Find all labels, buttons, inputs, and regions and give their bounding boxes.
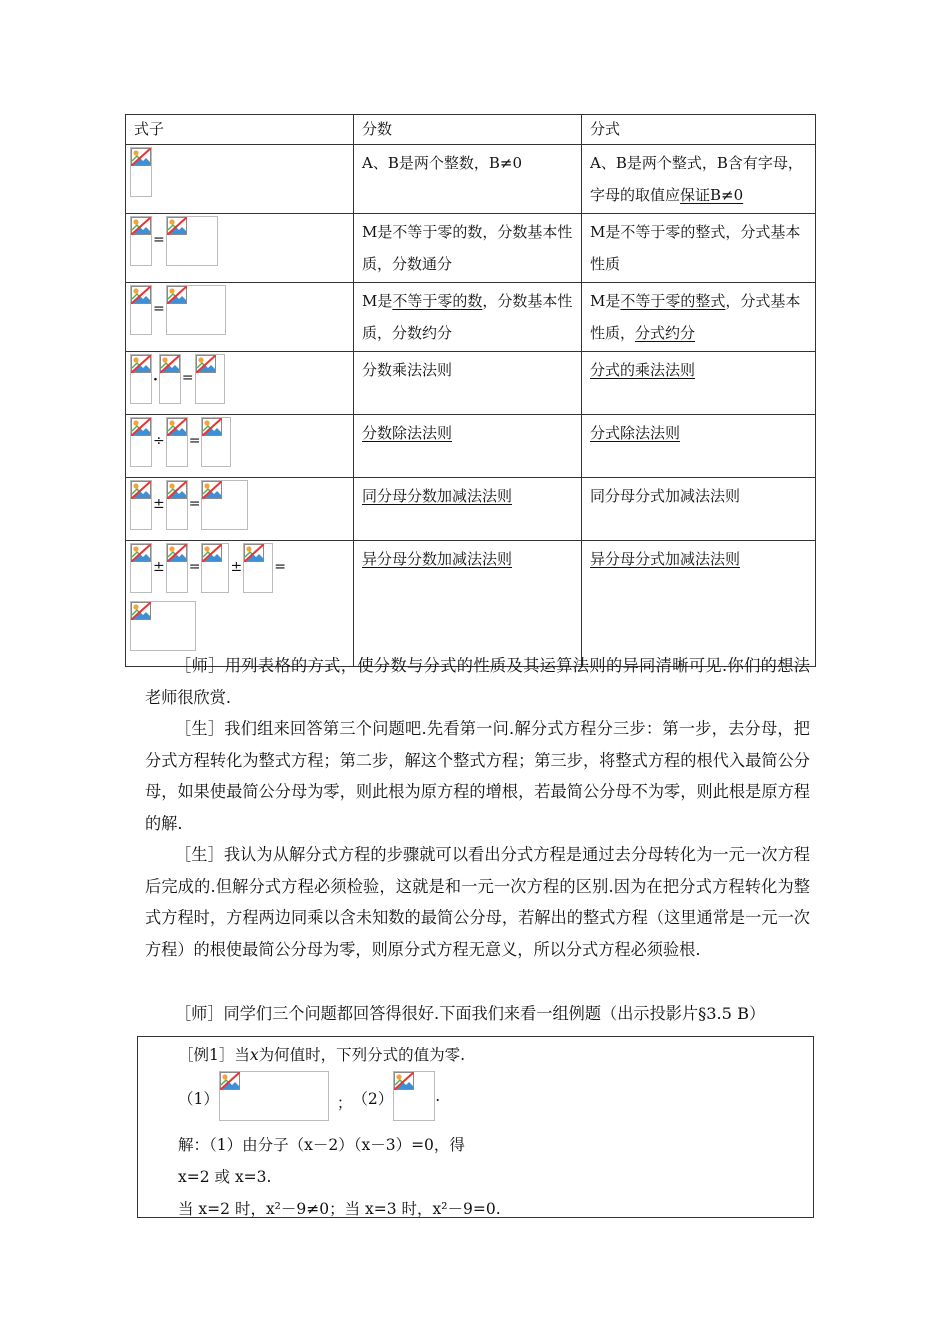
broken-image-icon — [131, 544, 151, 562]
formula-cell — [126, 415, 354, 478]
part-2-label: （2） — [352, 1090, 394, 1108]
fraction-underlined: 异分母分数加减法法则 — [362, 550, 513, 568]
formula-image — [393, 1071, 435, 1121]
header-fraction: 分数 — [354, 115, 582, 145]
formula-image — [166, 216, 218, 266]
formula-image — [201, 417, 231, 467]
algebraic-cell — [582, 214, 816, 283]
formula-image — [130, 147, 152, 197]
formula-image — [130, 480, 152, 530]
formula-image — [130, 601, 196, 651]
algebraic-underlined: 分式除法法则 — [590, 424, 681, 442]
solution-line-3: 当 x=2 时，x²－9≠0；当 x=3 时，x²－9=0. — [178, 1200, 501, 1218]
fraction-underlined: 同分母分数加减法法则 — [362, 487, 513, 505]
table-row — [126, 415, 816, 478]
teacher-remark-1: ［师］用列表格的方式，使分数与分式的性质及其运算法则的异同清晰可见.你们的想法老师很欣赏. — [145, 656, 810, 707]
algebraic-text: 同分母分式加减法法则 — [590, 487, 741, 505]
formula-image — [159, 354, 181, 404]
divide-sign: ÷ — [153, 433, 165, 449]
equals-sign: = — [274, 559, 286, 575]
formula-image — [130, 417, 152, 467]
fraction-text: M是不等于零的数，分数基本性质，分数通分 — [362, 223, 573, 273]
algebraic-underlined: 不等于零的整式 — [620, 292, 726, 310]
variable-x: x — [249, 1046, 259, 1064]
equals-sign: = — [153, 232, 165, 248]
formula-image — [201, 480, 248, 530]
algebraic-text: ，分式基本性质， — [590, 292, 801, 342]
multiply-sign: · — [153, 372, 158, 388]
header-algebraic-fraction: 分式 — [582, 115, 816, 145]
formula-image — [195, 354, 225, 404]
fraction-text: 分数乘法法则 — [362, 361, 453, 379]
solution-line-2: x=2 或 x=3. — [178, 1168, 272, 1186]
broken-image-icon — [202, 481, 222, 499]
example-title — [178, 1043, 465, 1065]
table-row — [126, 352, 816, 415]
formula-image — [130, 285, 152, 335]
formula-image — [201, 543, 229, 593]
student-answer-1: ［生］我们组来回答第三个问题吧.先看第一问.解分式方程分三步：第一步，去分母，把分式方程转化为整式方程；第二步，解这个整式方程；第三步，将整式方程的根代入最简公分母，如果使最简公分母为零，则此根为原方程的增根，若最简公分母不为零，则此根是原方程的解. — [145, 719, 810, 833]
formula-cell — [126, 541, 354, 667]
separator: ； — [336, 1094, 353, 1112]
fraction-text: ，分数基本性质，分数约分 — [362, 292, 573, 342]
example-title-text: 为何值时，下列分式的值为零. — [258, 1046, 466, 1064]
algebraic-cell — [582, 415, 816, 478]
algebraic-text: A、B是两个整式，B含有字母，字母的取值应 — [590, 154, 803, 204]
broken-image-icon — [131, 602, 151, 620]
algebraic-underlined: 保证B≠0 — [680, 186, 744, 204]
example-parts — [178, 1071, 440, 1121]
formula-image — [243, 543, 273, 593]
broken-image-icon — [160, 355, 180, 373]
equals-sign: = — [181, 370, 194, 386]
broken-image-icon — [167, 217, 187, 235]
equals-sign: = — [153, 301, 165, 317]
algebraic-underlined: 分式约分 — [635, 324, 696, 342]
example-title-text: ［例1］当 — [178, 1046, 250, 1064]
broken-image-icon — [131, 418, 151, 436]
table-row — [126, 214, 816, 283]
comparison-table — [125, 114, 816, 667]
formula-cell — [126, 478, 354, 541]
broken-image-icon — [244, 544, 264, 562]
formula-image — [166, 543, 188, 593]
teacher-remark-2: ［师］同学们三个问题都回答得很好.下面我们来看一组例题（出示投影片§3.5 B） — [175, 1004, 766, 1023]
equals-sign: = — [188, 559, 201, 575]
fraction-cell — [354, 214, 582, 283]
broken-image-icon — [167, 286, 187, 304]
equals-sign: = — [188, 496, 201, 512]
broken-image-icon — [202, 418, 222, 436]
broken-image-icon — [220, 1072, 240, 1090]
table-row — [126, 283, 816, 352]
formula-cell — [126, 214, 354, 283]
student-answer-2: ［生］我认为从解分式方程的步骤就可以看出分式方程是通过去分母转化为一元一次方程后完成的.但解分式方程必须检验，这就是和一元一次方程的区别.因为在把分式方程转化为整式方程时，方程两边同乘以含未知数的最简公分母，若解出的整式方程（这里通常是一元一次方程）的根使最简公分母为零，则原分式方程无意义，所以分式方程必须验根. — [145, 845, 810, 959]
solution-line-1: 解：（1）由分子（x－2）（x－3）=0，得 — [178, 1136, 465, 1154]
algebraic-cell — [582, 145, 816, 214]
formula-cell — [126, 352, 354, 415]
fraction-underlined: 分数除法法则 — [362, 424, 453, 442]
formula-image — [219, 1071, 329, 1121]
algebraic-cell — [582, 283, 816, 352]
algebraic-text: M是 — [590, 292, 621, 310]
broken-image-icon — [131, 286, 151, 304]
fraction-text: M是 — [362, 292, 393, 310]
algebraic-cell — [582, 478, 816, 541]
example-box — [137, 1036, 814, 1218]
broken-image-icon — [131, 217, 151, 235]
broken-image-icon — [202, 544, 222, 562]
algebraic-underlined: 异分母分式加减法法则 — [590, 550, 741, 568]
plus-minus-sign: ± — [230, 559, 243, 575]
broken-image-icon — [167, 481, 187, 499]
algebraic-underlined: 分式的乘法法则 — [590, 361, 696, 379]
fraction-cell — [354, 415, 582, 478]
period: . — [435, 1087, 441, 1105]
formula-cell — [126, 283, 354, 352]
formula-image — [166, 480, 188, 530]
table-row — [126, 541, 816, 667]
table-row — [126, 145, 816, 214]
fraction-cell — [354, 478, 582, 541]
broken-image-icon — [167, 418, 187, 436]
fraction-text: A、B是两个整数，B≠0 — [362, 154, 522, 172]
formula-image — [130, 354, 152, 404]
formula-image — [166, 417, 188, 467]
fraction-cell — [354, 541, 582, 667]
formula-cell — [126, 145, 354, 214]
table-header-row — [126, 115, 816, 145]
table-row — [126, 478, 816, 541]
fraction-cell — [354, 352, 582, 415]
algebraic-cell — [582, 541, 816, 667]
formula-image — [166, 285, 226, 335]
fraction-cell — [354, 283, 582, 352]
broken-image-icon — [196, 355, 216, 373]
broken-image-icon — [394, 1072, 414, 1090]
plus-minus-sign: ± — [153, 496, 165, 512]
formula-image — [130, 216, 152, 266]
equals-sign: = — [188, 433, 201, 449]
header-expression: 式子 — [126, 115, 354, 145]
part-1-label: （1） — [178, 1090, 219, 1108]
broken-image-icon — [167, 544, 187, 562]
plus-minus-sign: ± — [153, 559, 165, 575]
algebraic-text: M是不等于零的整式，分式基本性质 — [590, 223, 801, 273]
broken-image-icon — [131, 481, 151, 499]
algebraic-cell — [582, 352, 816, 415]
fraction-cell — [354, 145, 582, 214]
broken-image-icon — [131, 148, 151, 166]
fraction-underlined: 不等于零的数 — [392, 292, 483, 310]
broken-image-icon — [131, 355, 151, 373]
formula-image — [130, 543, 152, 593]
